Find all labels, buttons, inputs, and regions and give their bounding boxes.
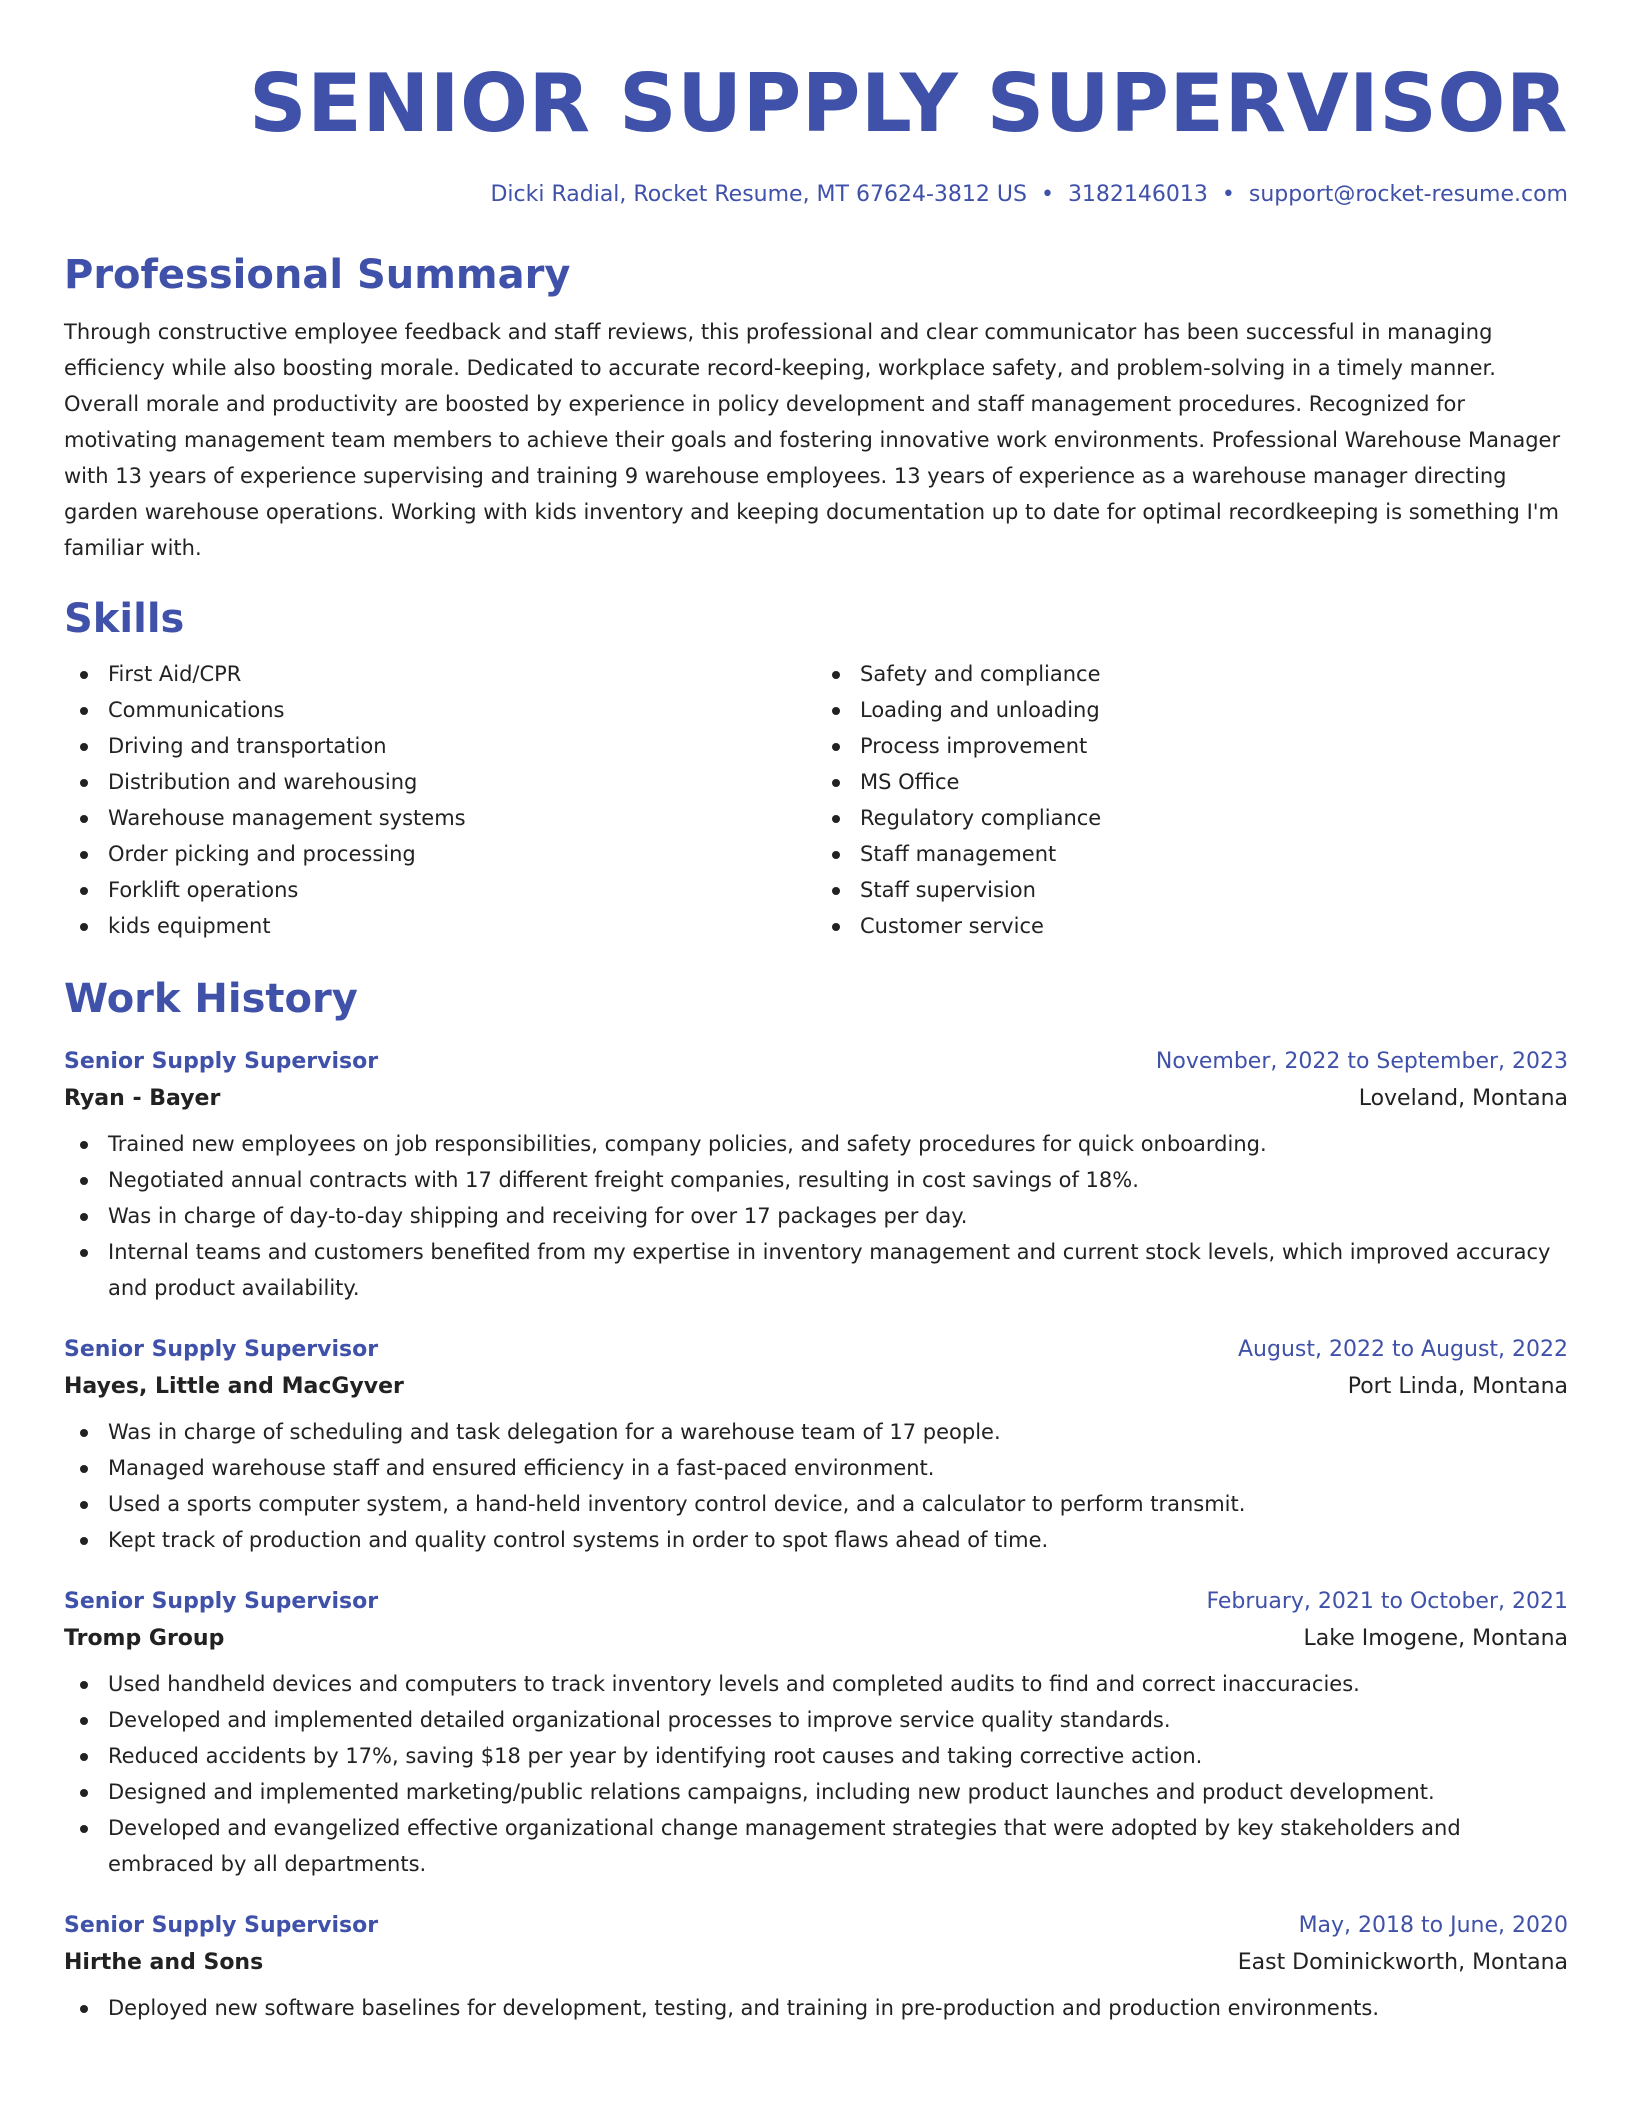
job-company-row xyxy=(64,1620,1568,1658)
skill-item: Safety and compliance xyxy=(860,656,1568,692)
duty-item: Was in charge of scheduling and task delegation for a warehouse team of 17 people. xyxy=(108,1414,1568,1450)
skill-item: First Aid/CPR xyxy=(108,656,816,692)
skill-item: Driving and transportation xyxy=(108,728,816,764)
job-header-row xyxy=(64,1584,1568,1620)
skills-heading: Skills xyxy=(64,596,185,642)
skill-item: Staff management xyxy=(860,836,1568,872)
job-location: East Dominickworth, Montana xyxy=(1237,1950,1568,1975)
summary-heading: Professional Summary xyxy=(64,252,571,298)
job-title: Senior Supply Supervisor xyxy=(64,1337,379,1362)
duty-item: Managed warehouse staff and ensured efficiency in a fast-paced environment. xyxy=(108,1450,1568,1486)
skill-item: MS Office xyxy=(860,764,1568,800)
job-header-row xyxy=(64,1908,1568,1944)
contact-email: support@rocket-resume.com xyxy=(1248,182,1568,207)
job-header-row xyxy=(64,1044,1568,1080)
contact-separator: • xyxy=(1221,182,1235,207)
job-title: Senior Supply Supervisor xyxy=(64,1589,379,1614)
job-dates: May, 2018 to June, 2020 xyxy=(1298,1913,1568,1938)
job-location: Lake Imogene, Montana xyxy=(1303,1626,1568,1651)
job-dates: February, 2021 to October, 2021 xyxy=(1206,1589,1568,1614)
job-entry xyxy=(64,1044,1568,1306)
skill-item: Process improvement xyxy=(860,728,1568,764)
skill-item: Forklift operations xyxy=(108,872,816,908)
duty-item: Designed and implemented marketing/public relations campaigns, including new product launches and product development. xyxy=(108,1774,1568,1810)
skill-item: Staff supervision xyxy=(860,872,1568,908)
duty-item: Deployed new software baselines for development, testing, and training in pre-production and production environments. xyxy=(108,1990,1568,2026)
job-entry xyxy=(64,1584,1568,1882)
contact-address: Dicki Radial, Rocket Resume, MT 67624-3812 US xyxy=(490,182,1027,207)
duty-item: Developed and implemented detailed organizational processes to improve service quality standards. xyxy=(108,1702,1568,1738)
skills-grid xyxy=(64,656,1568,944)
job-company-row xyxy=(64,1368,1568,1406)
job-title: Senior Supply Supervisor xyxy=(64,1049,379,1074)
job-dates: August, 2022 to August, 2022 xyxy=(1238,1337,1568,1362)
skills-list-left xyxy=(64,656,816,944)
job-location: Loveland, Montana xyxy=(1358,1086,1568,1111)
duty-item: Used a sports computer system, a hand-held inventory control device, and a calculator to perform transmit. xyxy=(108,1486,1568,1522)
skill-item: kids equipment xyxy=(108,908,816,944)
job-duties xyxy=(64,1990,1568,2026)
work-history-heading: Work History xyxy=(64,976,358,1022)
duty-item: Internal teams and customers benefited from my expertise in inventory management and current stock levels, which improved accuracy and product availability. xyxy=(108,1234,1568,1306)
skill-item: Customer service xyxy=(860,908,1568,944)
skill-item: Order picking and processing xyxy=(108,836,816,872)
contact-phone: 3182146013 xyxy=(1067,182,1208,207)
summary-text: Through constructive employee feedback and staff reviews, this professional and clear communicator has been successful in managing efficiency while also boosting morale. Dedicated to accurate record-keeping, workplace safety, and problem-solving in a timely manner. Overall morale and productivity are boosted by experience in policy development and staff management procedures. Recognized for motivating management team members to achieve their goals and fostering innovative work environments. Professional Warehouse Manager with 13 years of experience supervising and training 9 warehouse employees. 13 years of experience as a warehouse manager directing garden warehouse operations. Working with kids inventory and keeping documentation up to date for optimal recordkeeping is something I'm familiar with. xyxy=(64,320,1561,560)
job-company: Tromp Group xyxy=(64,1626,225,1651)
skill-item: Warehouse management systems xyxy=(108,800,816,836)
job-duties xyxy=(64,1666,1568,1882)
job-dates: November, 2022 to September, 2023 xyxy=(1155,1049,1568,1074)
job-entry xyxy=(64,1332,1568,1558)
job-company: Hirthe and Sons xyxy=(64,1950,264,1975)
duty-item: Used handheld devices and computers to track inventory levels and completed audits to find and correct inaccuracies. xyxy=(108,1666,1568,1702)
skill-item: Communications xyxy=(108,692,816,728)
contact-separator: • xyxy=(1040,182,1054,207)
skill-item: Regulatory compliance xyxy=(860,800,1568,836)
job-company: Hayes, Little and MacGyver xyxy=(64,1374,404,1399)
job-company: Ryan - Bayer xyxy=(64,1086,221,1111)
duty-item: Developed and evangelized effective organizational change management strategies that were adopted by key stakeholders and embraced by all departments. xyxy=(108,1810,1568,1882)
skills-list-right xyxy=(816,656,1568,944)
skill-item: Loading and unloading xyxy=(860,692,1568,728)
job-entry xyxy=(64,1908,1568,2026)
duty-item: Trained new employees on job responsibilities, company policies, and safety procedures for quick onboarding. xyxy=(108,1126,1568,1162)
skill-item: Distribution and warehousing xyxy=(108,764,816,800)
work-history-list xyxy=(64,1044,1568,2026)
job-header-row xyxy=(64,1332,1568,1368)
job-company-row xyxy=(64,1944,1568,1982)
duty-item: Was in charge of day-to-day shipping and receiving for over 17 packages per day. xyxy=(108,1198,1568,1234)
contact-line xyxy=(64,180,1568,210)
duty-item: Reduced accidents by 17%, saving $18 per year by identifying root causes and taking corrective action. xyxy=(108,1738,1568,1774)
resume-page xyxy=(64,0,1568,2026)
job-duties xyxy=(64,1126,1568,1306)
job-duties xyxy=(64,1414,1568,1558)
job-location: Port Linda, Montana xyxy=(1347,1374,1568,1399)
resume-name: SENIOR SUPPLY SUPERVISOR xyxy=(249,57,1568,150)
job-company-row xyxy=(64,1080,1568,1118)
job-title: Senior Supply Supervisor xyxy=(64,1913,379,1938)
duty-item: Negotiated annual contracts with 17 different freight companies, resulting in cost savings of 18%. xyxy=(108,1162,1568,1198)
duty-item: Kept track of production and quality control systems in order to spot flaws ahead of time. xyxy=(108,1522,1568,1558)
